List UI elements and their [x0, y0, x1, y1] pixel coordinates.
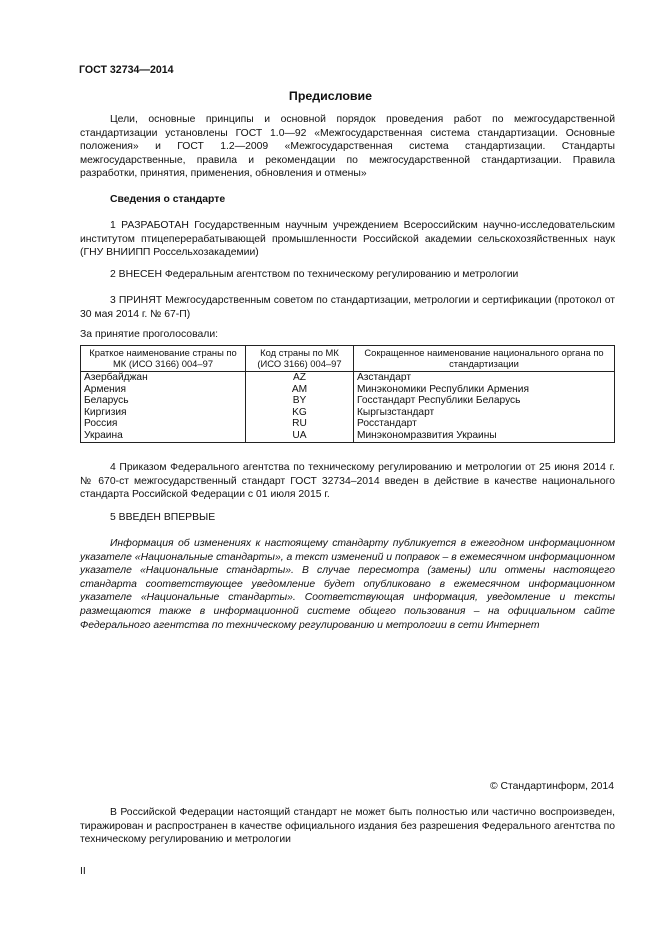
- table-row: [81, 384, 615, 396]
- rights-notice: В Российской Федерации настоящий стандарт не может быть полностью или частично воспроизведен, тиражирован и распространен в качестве официального издания без разрешения Федерального агентства по техническому регулированию и метрологии: [80, 807, 615, 846]
- intro-paragraph: Цели, основные принципы и основной порядок проведения работ по межгосударственной стандартизации установлены ГОСТ 1.0—92 «Межгосударственная система стандартизации. Основные положения» и ГОСТ 1.2—2009 «Межгосударственная система стандартизации. Стандарты межгосударственные, правила и рекомендации по межгосударственной стандартизации. Правила разработки, принятия, применения, обновления и отмены»: [80, 114, 615, 180]
- rights-notice-block: [80, 806, 615, 847]
- item-submitted-by: 2 ВНЕСЕН Федеральным агентством по техническому регулированию и метрологии: [110, 269, 519, 280]
- item-4-block: [80, 461, 615, 502]
- country-cell: Киргизия: [81, 407, 246, 419]
- document-code: ГОСТ 32734—2014: [79, 64, 174, 76]
- code-cell: AZ: [246, 372, 354, 384]
- country-cell: Азербайджан: [81, 372, 246, 384]
- votes-intro-block: [80, 328, 615, 342]
- votes-table: [80, 345, 615, 443]
- header-code: Код страны по МК (ИСО 3166) 004–97: [246, 346, 354, 372]
- info-note: Информация об изменениях к настоящему стандарту публикуется в ежегодном информационном указателе «Национальные стандарты», а текст изменений и поправок – в ежемесячном информационном указателе «Национальные стандарты». В случае пересмотра (замены) или отмены настоящего стандарта соответствующее уведомление будет опубликовано в ежемесячном информационном указателе «Национальные стандарты». Соответствующая информация, уведомление и тексты размещаются также в информационной системе общего пользования – на официальном сайте Федерального агентства по техническому регулированию и метрологии в сети Интернет: [80, 538, 615, 631]
- page-number: II: [80, 866, 86, 877]
- code-cell: UA: [246, 430, 354, 442]
- national-body-cell: Минэкономразвития Украины: [354, 430, 615, 442]
- country-cell: Армения: [81, 384, 246, 396]
- national-body-cell: Росстандарт: [354, 418, 615, 430]
- item-5-block: [80, 511, 615, 525]
- item-3-block: [80, 294, 615, 321]
- code-cell: RU: [246, 418, 354, 430]
- table-header-row: [81, 346, 615, 372]
- item-2-block: [80, 268, 615, 282]
- item-developed-by: 1 РАЗРАБОТАН Государственным научным учреждением Всероссийским научно-исследовательским институтом птицеперерабатывающей промышленности Российской академии сельскохозяйственных наук (ГНУ ВНИИПП Россельхозакадемии): [80, 220, 615, 259]
- country-cell: Беларусь: [81, 395, 246, 407]
- table-row: [81, 418, 615, 430]
- national-body-cell: Кыргызстандарт: [354, 407, 615, 419]
- national-body-cell: Минэкономики Республики Армения: [354, 384, 615, 396]
- page-title: Предисловие: [288, 89, 373, 103]
- code-cell: KG: [246, 407, 354, 419]
- country-cell: Украина: [81, 430, 246, 442]
- table-row: [81, 372, 615, 384]
- votes-intro: За принятие проголосовали:: [80, 329, 219, 340]
- national-body-cell: Госстандарт Республики Беларусь: [354, 395, 615, 407]
- code-cell: AM: [246, 384, 354, 396]
- country-cell: Россия: [81, 418, 246, 430]
- standard-info-heading-block: [80, 193, 615, 207]
- table-row: [81, 395, 615, 407]
- code-cell: BY: [246, 395, 354, 407]
- item-adopted-by: 3 ПРИНЯТ Межгосударственным советом по стандартизации, метрологии и сертификации (протокол от 30 мая 2014 г. № 67-П): [80, 295, 615, 320]
- item-1-block: [80, 219, 615, 260]
- table-row: [81, 430, 615, 442]
- intro-section: [80, 113, 615, 181]
- table-row: [81, 407, 615, 419]
- header-country: Краткое наименование страны по МК (ИСО 3166) 004–97: [81, 346, 246, 372]
- national-body-cell: Азстандарт: [354, 372, 615, 384]
- info-note-block: [80, 537, 615, 632]
- item-enacted-by: 4 Приказом Федерального агентства по техническому регулированию и метрологии от 25 июня 2014 г. № 670-ст межгосударственный стандарт ГОСТ 32734–2014 введен в действие в качестве национального стандарта Российской Федерации с 01 июля 2015 г.: [80, 462, 615, 501]
- copyright-line: © Стандартинформ, 2014: [489, 781, 614, 792]
- header-national-body: Сокращенное наименование национального органа по стандартизации: [354, 346, 615, 372]
- item-introduced-first: 5 ВВЕДЕН ВПЕРВЫЕ: [110, 512, 216, 523]
- section-heading: Сведения о стандарте: [110, 194, 226, 205]
